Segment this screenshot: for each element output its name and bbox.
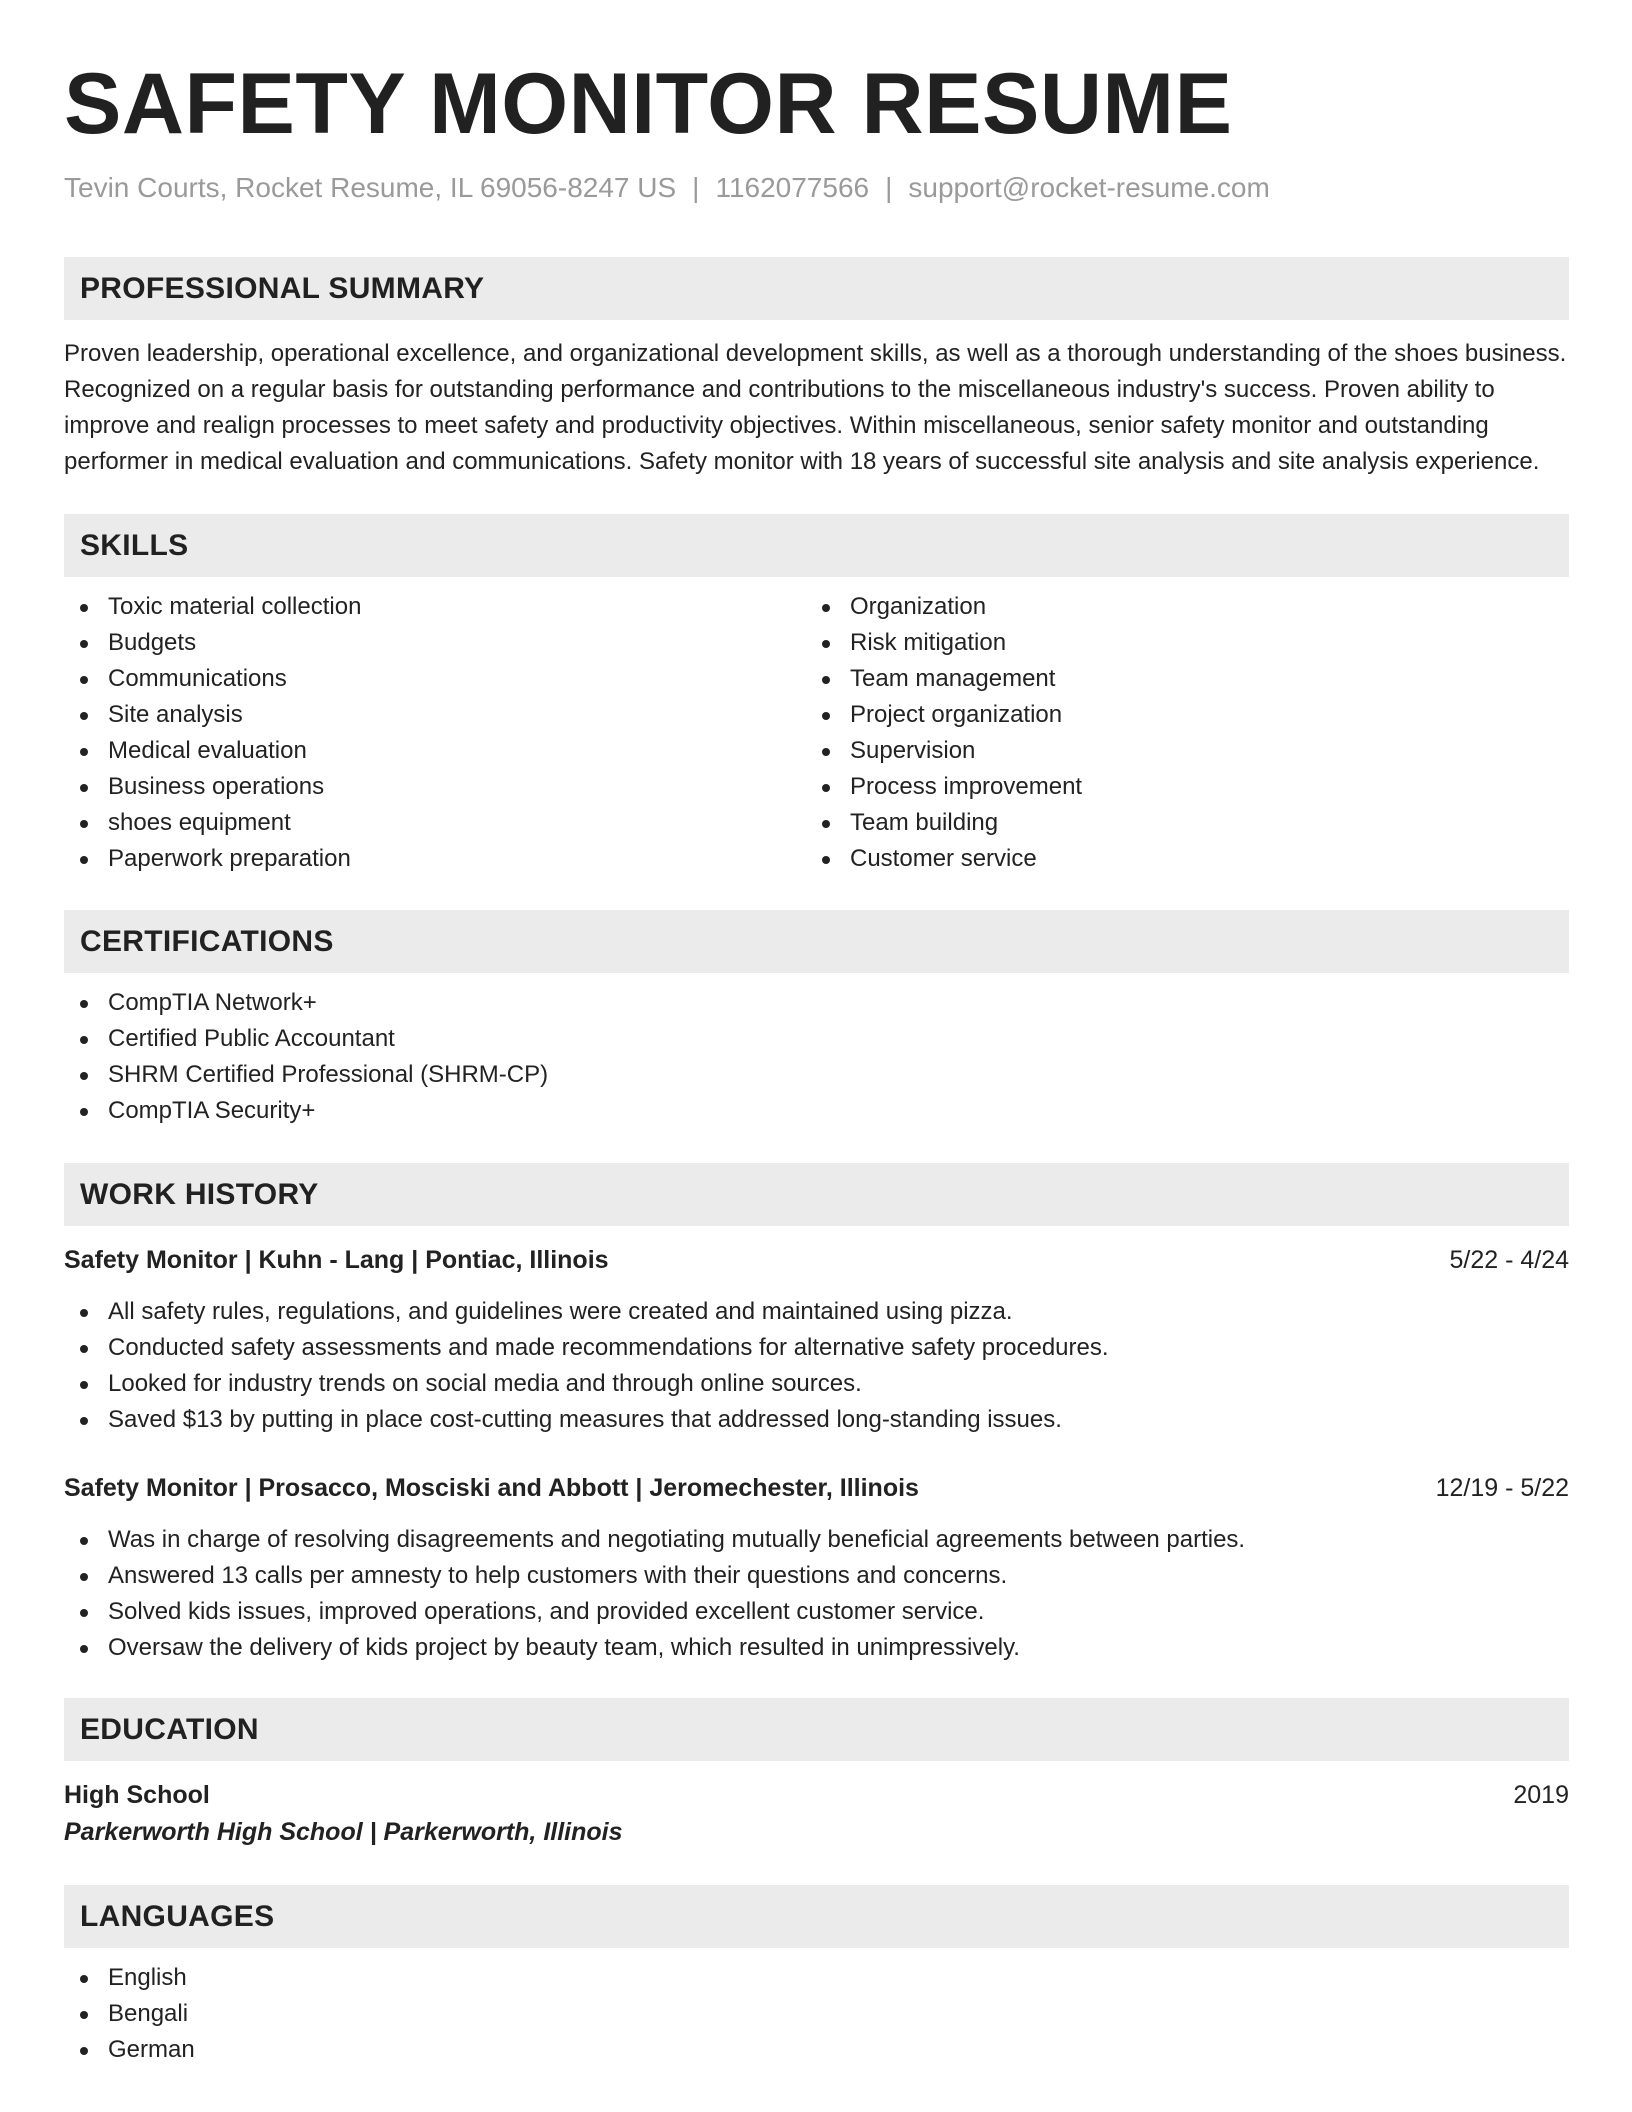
job-bullet: Saved $13 by putting in place cost-cutting measures that addressed long-standing issues. <box>64 1402 1569 1438</box>
skill-item: Supervision <box>806 733 1548 769</box>
skill-item: Risk mitigation <box>806 625 1548 661</box>
skill-item: Budgets <box>64 625 806 661</box>
certification-item: CompTIA Security+ <box>64 1093 1569 1129</box>
skill-item: Site analysis <box>64 697 806 733</box>
languages-section <box>64 1885 1569 2068</box>
skills-left-list <box>64 589 806 877</box>
job-bullet: Oversaw the delivery of kids project by beauty team, which resulted in unimpressively. <box>64 1630 1569 1666</box>
contact-line <box>64 170 1569 206</box>
certification-item: CompTIA Network+ <box>64 985 1569 1021</box>
education-degree: High School <box>64 1781 210 1809</box>
skill-item: shoes equipment <box>64 805 806 841</box>
language-item: German <box>64 2032 1569 2068</box>
job-bullet: Looked for industry trends on social media and through online sources. <box>64 1366 1569 1402</box>
skills-right-list <box>806 589 1548 877</box>
job-header <box>64 1470 1569 1506</box>
language-item: English <box>64 1960 1569 1996</box>
job-bullets <box>64 1522 1569 1666</box>
job-title: Safety Monitor | Kuhn - Lang | Pontiac, Illinois <box>64 1246 609 1274</box>
certification-item: Certified Public Accountant <box>64 1021 1569 1057</box>
education-school: Parkerworth High School | Parkerworth, Illinois <box>64 1818 623 1846</box>
skill-item: Communications <box>64 661 806 697</box>
skill-item: Paperwork preparation <box>64 841 806 877</box>
skill-item: Customer service <box>806 841 1548 877</box>
job-bullets <box>64 1294 1569 1438</box>
job-bullet: Solved kids issues, improved operations, and provided excellent customer service. <box>64 1594 1569 1630</box>
education-year: 2019 <box>1513 1781 1569 1809</box>
work-history-heading: WORK HISTORY <box>64 1163 1569 1226</box>
summary-section <box>64 257 1569 480</box>
skill-item: Team building <box>806 805 1548 841</box>
job-bullet: Answered 13 calls per amnesty to help customers with their questions and concerns. <box>64 1558 1569 1594</box>
job-entry <box>64 1242 1569 1438</box>
skills-columns <box>64 589 1569 877</box>
job-bullet: All safety rules, regulations, and guidelines were created and maintained using pizza. <box>64 1294 1569 1330</box>
languages-list <box>64 1960 1569 2068</box>
certifications-heading: CERTIFICATIONS <box>64 910 1569 973</box>
job-header <box>64 1242 1569 1278</box>
skill-item: Medical evaluation <box>64 733 806 769</box>
resume-content <box>64 54 1569 2068</box>
summary-heading: PROFESSIONAL SUMMARY <box>64 257 1569 320</box>
certifications-section <box>64 910 1569 1129</box>
job-entry <box>64 1470 1569 1666</box>
certifications-list <box>64 985 1569 1129</box>
job-dates: 12/19 - 5/22 <box>1435 1474 1569 1502</box>
job-bullet: Conducted safety assessments and made recommendations for alternative safety procedures. <box>64 1330 1569 1366</box>
job-title: Safety Monitor | Prosacco, Mosciski and Abbott | Jeromechester, Illinois <box>64 1474 919 1502</box>
skill-item: Project organization <box>806 697 1548 733</box>
contact-address: Tevin Courts, Rocket Resume, IL 69056-8247 US <box>64 172 677 203</box>
skills-heading: SKILLS <box>64 514 1569 577</box>
job-bullet: Was in charge of resolving disagreements and negotiating mutually beneficial agreements between parties. <box>64 1522 1569 1558</box>
skill-item: Team management <box>806 661 1548 697</box>
resume-title: SAFETY MONITOR RESUME <box>64 56 1233 152</box>
work-history-section <box>64 1163 1569 1666</box>
skill-item: Organization <box>806 589 1548 625</box>
summary-text: Proven leadership, operational excellence, and organizational development skills, as well as a thorough understanding of the shoes business. Recognized on a regular basis for outstanding performance and contributions to the miscellaneous industry's success. Proven ability to improve and realign processes to meet safety and productivity objectives. Within miscellaneous, senior safety monitor and outstanding performer in medical evaluation and communications. Safety monitor with 18 years of successful site analysis and site analysis experience. <box>64 340 1567 475</box>
job-dates: 5/22 - 4/24 <box>1449 1246 1569 1274</box>
contact-separator: | <box>885 172 893 203</box>
education-section <box>64 1698 1569 1851</box>
certification-item: SHRM Certified Professional (SHRM-CP) <box>64 1057 1569 1093</box>
skills-section <box>64 514 1569 877</box>
education-heading: EDUCATION <box>64 1698 1569 1761</box>
languages-heading: LANGUAGES <box>64 1885 1569 1948</box>
language-item: Bengali <box>64 1996 1569 2032</box>
contact-separator: | <box>692 172 700 203</box>
contact-email[interactable]: support@rocket-resume.com <box>908 172 1270 203</box>
contact-phone: 1162077566 <box>715 172 870 203</box>
skill-item: Toxic material collection <box>64 589 806 625</box>
education-header <box>64 1777 1569 1813</box>
skill-item: Business operations <box>64 769 806 805</box>
skill-item: Process improvement <box>806 769 1548 805</box>
